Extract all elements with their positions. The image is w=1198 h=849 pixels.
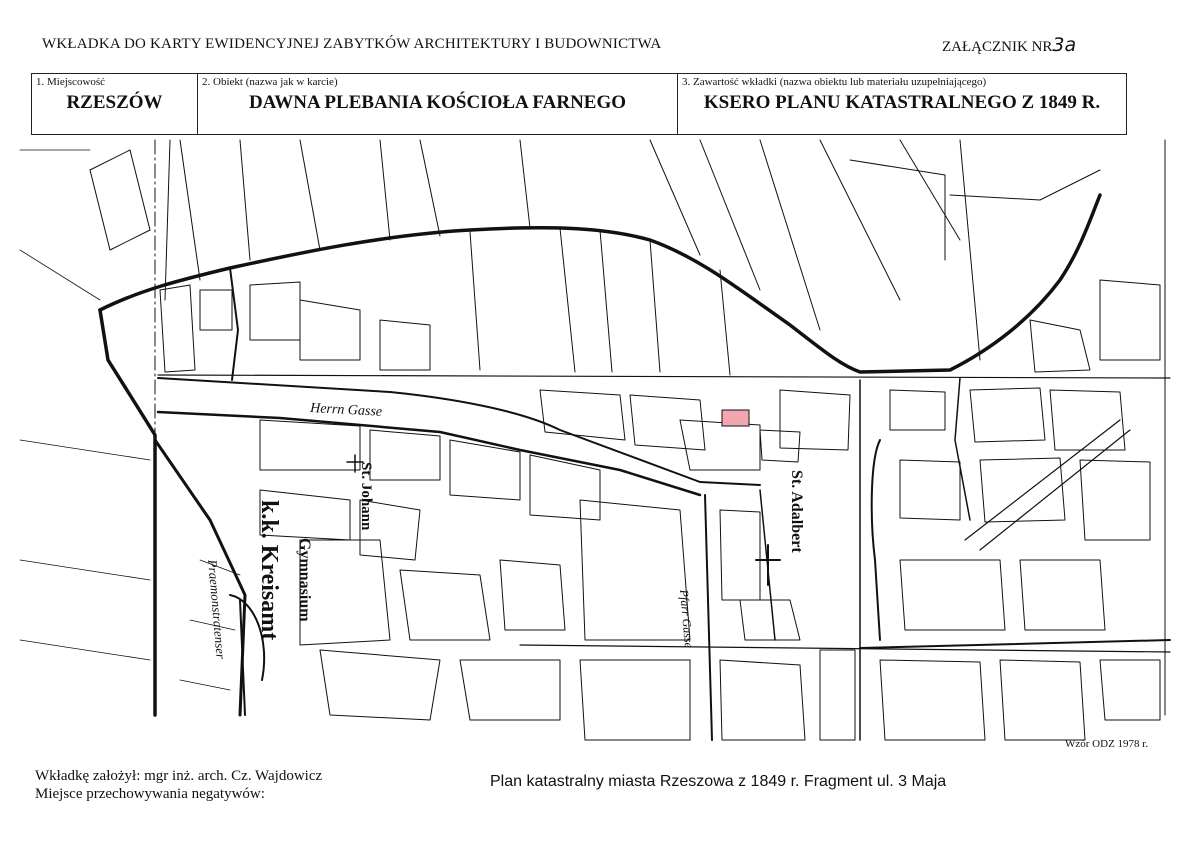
- annex-number: [942, 34, 1076, 56]
- map-street-line: [955, 378, 970, 520]
- map-grid-line: [165, 140, 170, 300]
- document-title: WKŁADKA DO KARTY EWIDENCYJNEJ ZABYTKÓW ARCHITEKTURY I BUDOWNICTWA: [42, 36, 662, 52]
- template-reference: Wzór ODZ 1978 r.: [1065, 738, 1149, 750]
- map-building: [260, 490, 420, 560]
- map-building: [890, 388, 1125, 520]
- map-building: [720, 650, 855, 740]
- map-parcel: [180, 140, 530, 280]
- author-line: Wkładkę założył: mgr inż. arch. Cz. Wajdowicz: [35, 768, 323, 784]
- label-praemonstratenser: Praemonstratenser: [205, 558, 229, 660]
- map-boundary-line: [100, 195, 1100, 372]
- map-building: [540, 390, 800, 470]
- label-st-johann: St. Johann: [358, 462, 374, 531]
- field-object: [198, 74, 678, 134]
- map-street-line: [705, 495, 712, 740]
- map-building: [400, 500, 690, 640]
- annex-prefix: ZAŁĄCZNIK NR: [942, 39, 1053, 55]
- map-street-line: [158, 375, 1170, 378]
- label-st-adalbert: St. Adalbert: [788, 470, 805, 553]
- map-boundary-line: [230, 268, 238, 380]
- field-content-value: KSERO PLANU KATASTRALNEGO Z 1849 R.: [703, 92, 1101, 113]
- map-street-line: [965, 420, 1120, 540]
- field-content-label: 3. Zawartość wkładki (nazwa obiektu lub materiału uzupełniającego): [682, 76, 987, 88]
- field-object-label: 2. Obiekt (nazwa jak w karcie): [202, 76, 338, 88]
- map-street-line: [158, 378, 760, 485]
- map-parcel: [470, 228, 730, 375]
- field-locality: [32, 74, 198, 134]
- cadastral-map: [0, 135, 1198, 750]
- map-building: [320, 650, 690, 740]
- label-herrn-gasse: Herrn Gasse: [309, 401, 383, 420]
- map-parcel: [20, 150, 150, 660]
- map-building: [780, 390, 850, 450]
- field-locality-value: RZESZÓW: [66, 92, 163, 113]
- map-street-line: [860, 640, 1170, 648]
- map-building: [880, 660, 1160, 740]
- field-locality-label: 1. Miejscowość: [36, 76, 106, 88]
- annex-number-handwritten: 3a: [1052, 34, 1077, 56]
- map-boundary-line: [100, 310, 155, 715]
- map-street-line: [520, 645, 1170, 652]
- map-building: [720, 510, 800, 640]
- map-building: [260, 420, 600, 520]
- form-header-table: [31, 73, 1127, 135]
- field-object-value: DAWNA PLEBANIA KOŚCIOŁA FARNEGO: [248, 92, 627, 113]
- map-caption: Plan katastralny miasta Rzeszowa z 1849 r. Fragment ul. 3 Maja: [490, 773, 947, 790]
- negatives-location-line: Miejsce przechowywania negatywów:: [35, 786, 265, 802]
- label-kk-kreisamt: k.k. Kreisamt: [256, 500, 282, 641]
- map-parcel: [850, 160, 1100, 260]
- label-gymnasium: Gymnasium: [296, 538, 313, 622]
- highlighted-plebania-plot: [722, 410, 749, 426]
- map-street-line: [872, 440, 880, 640]
- map-parcel: [90, 150, 150, 250]
- map-boundary-line: [155, 440, 245, 715]
- label-pfarr-gasse: Pfarr Gasse: [677, 589, 697, 649]
- field-content: [678, 74, 1126, 134]
- map-street-line: [158, 412, 700, 495]
- map-building: [900, 458, 1150, 630]
